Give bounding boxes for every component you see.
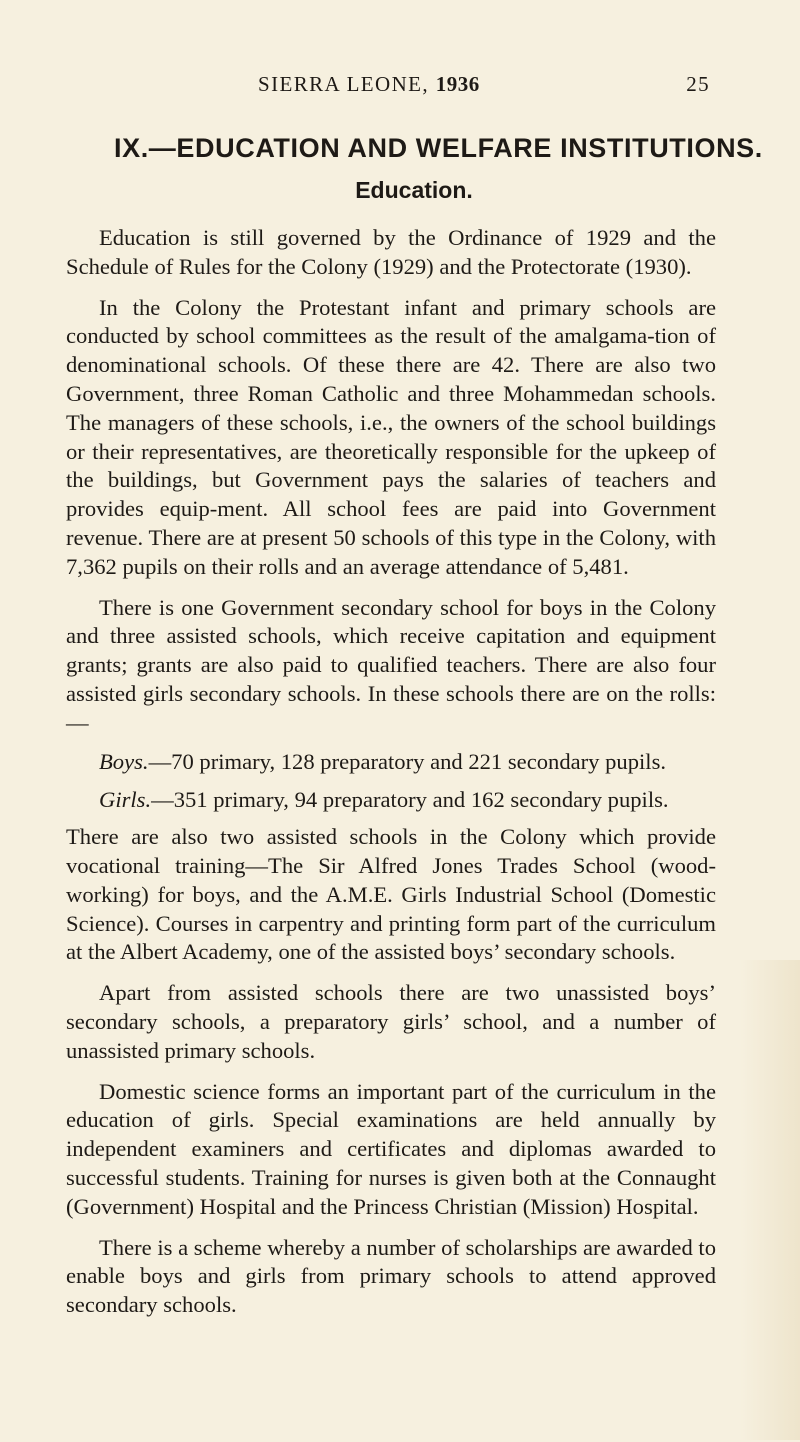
paragraph-secondary-schools: There is one Government secondary school for boys in the Colony and three assisted schools, which receive capitation and equipment grants; grants are also paid to qualified teachers. There are also four assisted girls secondary schools. In these schools there are on the rolls: — [66,594,716,735]
rolls-text-boys: —70 primary, 128 preparatory and 221 secondary pupils. [148,748,667,774]
running-header [58,72,710,102]
section-heading: IX.—EDUCATION AND WELFARE INSTITUTIONS. [114,133,763,163]
paragraph-vocational: There are also two assisted schools in the Colony which provide vocational training—The Sir Alfred Jones Trades School (wood-working) for boys, and the A.M.E. Girls Industrial School (Domestic Science). Courses in carpentry and printing form part of the curriculum at the Albert Academy, one of the assisted boys’ secondary schools. [66,824,716,965]
running-title-country: SIERRA LEONE, [258,72,430,96]
rolls-entry-boys [66,748,716,777]
body-text [66,224,716,1320]
rolls-entry-girls [66,786,716,815]
paragraph-ordinance: Education is still governed by the Ordinance of 1929 and the Schedule of Rules for the Colony (1929) and the Protectorate (1930). [66,225,716,279]
paragraph-colony-schools: In the Colony the Protestant infant and primary schools are conducted by school committees as the result of the amalgama-tion of denominational schools. Of these there are 42. There are also two Government, three Roman Catholic and three Mohammedan schools. The managers of these schools, i.e., the owners of the school buildings or their representatives, are theoretically responsible for the upkeep of the buildings, but Government pays the salaries of teachers and provides equip-ment. All school fees are paid into Government revenue. There are at present 50 schools of this type in the Colony, with 7,362 pupils on their rolls and an average attendance of 5,481. [66,294,716,579]
running-title [258,72,480,97]
rolls-label-girls: Girls. [99,787,152,813]
paragraph-scholarships: There is a scheme whereby a number of scholarships are awarded to enable boys and girls from primary schools to attend approved secondary schools. [66,1234,716,1318]
running-title-year: 1936 [435,72,480,96]
paragraph-domestic-science: Domestic science forms an important part of the curriculum in the education of girls. Special examinations are held annually by independent examiners and certificates and diplomas awarded to successful students. Training for nurses is given both at the Connaught (Government) Hospital and the Princess Christian (Mission) Hospital. [66,1078,716,1219]
rolls-label-boys: Boys. [99,748,149,774]
sub-heading: Education. [355,177,473,203]
rolls-text-girls: —351 primary, 94 preparatory and 162 secondary pupils. [151,787,669,813]
paper-edge-shading [740,960,800,1440]
paragraph-unassisted: Apart from assisted schools there are two unassisted boys’ secondary schools, a preparatory girls’ school, and a number of unassisted primary schools. [66,980,716,1063]
page-number: 25 [686,72,710,96]
